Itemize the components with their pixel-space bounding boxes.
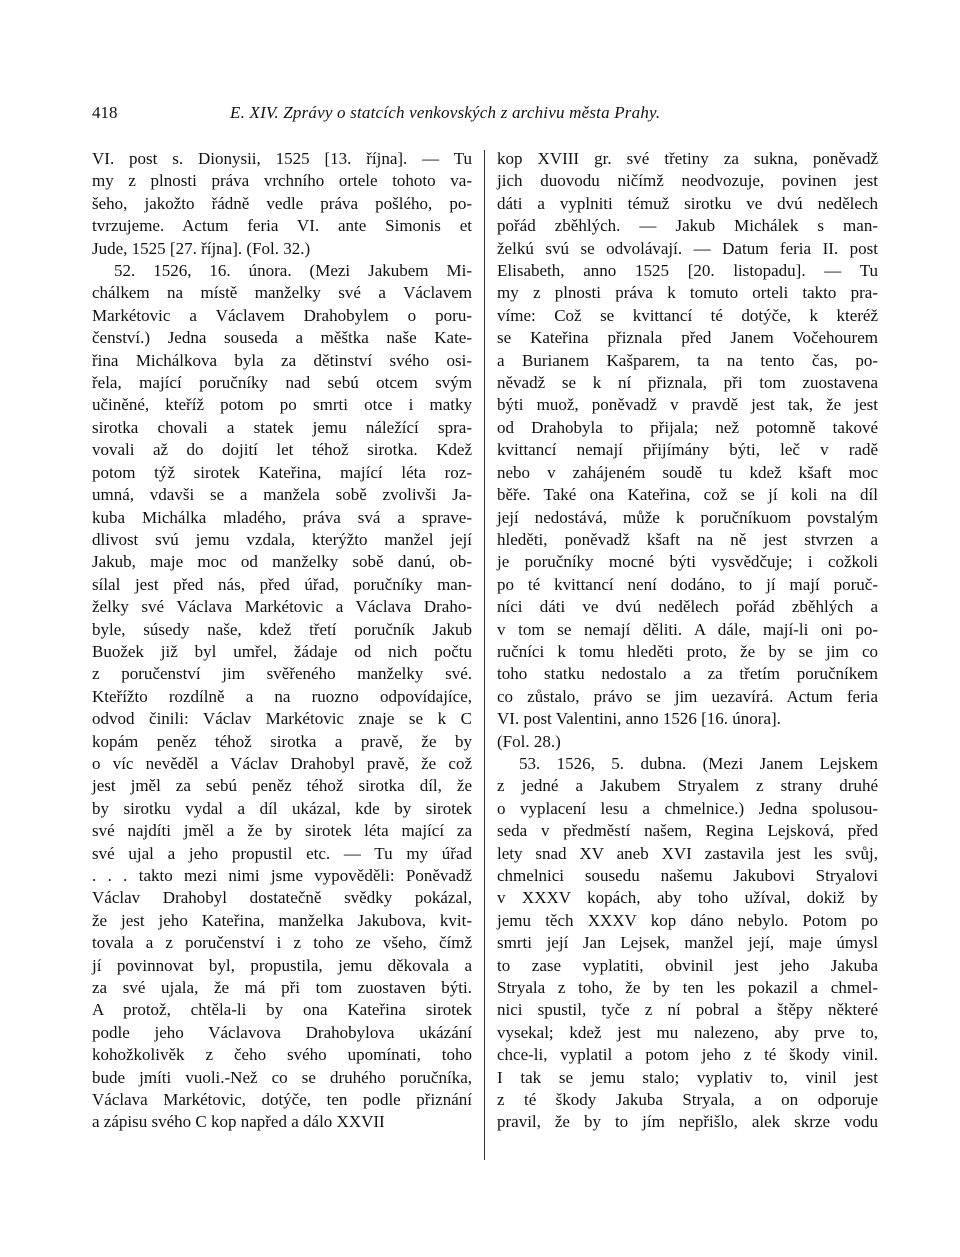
text-line: z jedné a Jakubem Stryalem z strany druhé xyxy=(497,776,878,796)
text-line: Václava Markétovic, dotýče, ten podle přiznání xyxy=(92,1090,472,1110)
text-line: z poručenství jim svěřeného manželky své. xyxy=(92,664,472,684)
text-line: své ujal a jeho propustil etc. — Tu my úřad xyxy=(92,843,472,863)
text-line: Kteřížto rozdílně a na ruozno odpovídajíce, xyxy=(92,686,472,706)
text-line: pravil, že by to jím nepřišlo, alek skrze vodu xyxy=(497,1112,878,1132)
text-line: co zůstalo, právo se jim uezavírá. Actum feria xyxy=(497,686,878,706)
text-line: kohožkolivěk z čeho svého upomínati, toho xyxy=(92,1045,472,1065)
text-line: z té škody Jakuba Stryala, a on odporuje xyxy=(497,1090,878,1110)
text-line: hleděti, poněvadž kšaft na ně jest stvrzen a xyxy=(497,529,878,549)
text-line: řela, mající poručníky nad sebú otcem svým xyxy=(92,373,472,393)
column-divider xyxy=(484,150,485,1160)
text-line: že jest jeho Kateřina, manželka Jakubova, kvit- xyxy=(92,910,472,930)
text-line: tvrzujeme. Actum feria VI. ante Simonis et xyxy=(92,216,472,236)
text-line: po té kvittancí není dodáno, to jí mají poruč- xyxy=(497,574,878,594)
text-line: čenství.) Jedna souseda a měštka naše Kate- xyxy=(92,328,472,348)
text-line: Jude, 1525 [27. října]. (Fol. 32.) xyxy=(92,238,311,258)
text-line: chmelnici sousedu našemu Jakubovi Stryalovi xyxy=(497,866,878,885)
text-line: dáti a vyplniti témuž sirotku ve dvú nedělech xyxy=(497,193,878,213)
text-line: její nedostává, může k poručníkuom povstalým xyxy=(497,507,878,527)
page-header xyxy=(92,101,872,125)
text-line: učiněné, kteříž potom po smrti otce i matky xyxy=(92,395,472,415)
text-line: vovali až do dojití let téhož sirotka. Kdež xyxy=(92,440,472,460)
text-line: Stryala z toho, že by ten les pokazil a chmel- xyxy=(497,978,878,998)
text-line: Jakub, maje moc od manželky sobě danú, ob- xyxy=(92,552,472,572)
text-line: A protož, chtěla-li by ona Kateřina sirotek xyxy=(92,1000,472,1020)
text-line: o vyplacení lesu a chmelnice.) Jedna spolusou- xyxy=(497,798,878,818)
text-line: . . . takto mezi nimi jsme vypověděli: Poněvadž xyxy=(92,866,472,885)
text-line: níci dáti ve dvú nedělech pořád zběhlých a xyxy=(497,597,878,617)
text-line: VI. post Valentini, anno 1526 [16. února]. xyxy=(497,709,781,729)
text-line: to zase vyplatiti, obvinil jest jeho Jakuba xyxy=(497,955,878,975)
text-line: kuba Michálka mladého, práva svá a sprave- xyxy=(92,507,472,527)
text-line: Buožek již byl umřel, žádaje od nich počtu xyxy=(92,641,472,661)
text-line: za své ujala, že má při tom zuostaven býti. xyxy=(92,978,472,998)
text-line: želky své Václava Markétovic a Václava Draho- xyxy=(92,597,472,617)
text-line: jest jměl za sebú peněz téhož sirotka díl, že xyxy=(92,776,472,796)
text-line: běře. Také ona Kateřina, což se jí koli na díl xyxy=(497,485,878,505)
text-line: své najdíti jměl a že by sirotek léta mající za xyxy=(92,821,472,841)
text-line: něvadž se k ní přiznala, při tom zuostavena xyxy=(497,373,878,393)
text-line: se Kateřina přiznala před Janem Vočehourem xyxy=(497,328,878,348)
page-number: 418 xyxy=(92,103,118,122)
text-line: ručníci k tomu hleděti proto, že by se jim co xyxy=(497,641,878,661)
text-line: v tom se nemají děliti. A dále, mají-li oni po- xyxy=(497,619,878,639)
text-line: podle jeho Václavova Drahobylova ukázání xyxy=(92,1022,472,1042)
text-line: 53. 1526, 5. dubna. (Mezi Janem Lejskem xyxy=(519,753,878,773)
running-head: E. XIV. Zprávy o statcích venkovských z archivu města Prahy. xyxy=(230,103,661,122)
right-column xyxy=(497,148,878,1134)
text-line: víme: Což se kvittancí té dotýče, k kteréž xyxy=(497,305,878,325)
text-line: v XXXV kopách, aby toho užíval, dokiž by xyxy=(497,888,878,908)
text-line: je poručníky mocné býti vysvědčuje; i cožkoli xyxy=(497,552,878,572)
text-line: jí povinnovat byl, propustila, jemu děkovala a xyxy=(92,955,472,975)
text-line: 52. 1526, 16. února. (Mezi Jakubem Mi- xyxy=(114,261,472,281)
text-line: my z plnosti práva k tomuto orteli takto pra- xyxy=(497,283,878,303)
text-line: VI. post s. Dionysii, 1525 [13. října]. — Tu xyxy=(92,149,472,168)
text-line: chálkem na místě manželky své a Václavem xyxy=(92,283,472,303)
text-line: byle, súsedy naše, kdež třetí poručník Jakub xyxy=(92,619,472,639)
text-line: chce-li, vyplatil a potom jeho z té škody vinil. xyxy=(497,1045,878,1065)
text-line: tovala a z poručenství i z toho ze všeho, čímž xyxy=(92,933,472,953)
text-line: řina Michálkova byla za dětinství svého osi- xyxy=(92,350,472,370)
text-line: smrti její Jan Lejsek, manžel její, maje úmysl xyxy=(497,933,878,953)
text-line: sirotka chovali a statek jemu náležící spra- xyxy=(92,417,472,437)
text-line: kopám peněz téhož sirotka a pravě, že by xyxy=(92,731,472,751)
text-line: sílal jest před nás, před úřad, poručníky man- xyxy=(92,574,472,594)
text-line: (Fol. 28.) xyxy=(497,731,561,751)
text-line: my z plnosti práva vrchního ortele tohoto va- xyxy=(92,171,472,191)
text-line: od Drahobyla to přijala; než potomně takové xyxy=(497,417,878,437)
text-line: a Burianem Kašparem, ta na tento čas, po- xyxy=(497,350,878,370)
text-line: seda v předměstí našem, Regina Lejsková, před xyxy=(497,821,878,841)
text-line: bude jmíti vuoli.-Než co se druhého poručníka, xyxy=(92,1067,472,1087)
text-line: Elisabeth, anno 1525 [20. listopadu]. — Tu xyxy=(497,261,878,281)
text-line: Václav Drahobyl dostatečně svědky pokázal, xyxy=(92,888,472,908)
text-line: nici spustil, tyče z ní pobral a štěpy některé xyxy=(497,1000,878,1020)
text-line: dlivost svú jemu vzdala, kterýžto manžel její xyxy=(92,529,472,549)
text-line: kop XVIII gr. své třetiny za sukna, poněvadž xyxy=(497,149,878,168)
text-line: I tak se jemu stalo; vyplativ to, vinil jest xyxy=(497,1067,878,1087)
text-line: potom týž sirotek Kateřina, mající léta roz- xyxy=(92,462,472,482)
text-line: šeho, jakožto řádně vedle práva pošlého, po- xyxy=(92,193,472,213)
text-line: o víc nevěděl a Václav Drahobyl pravě, že což xyxy=(92,753,472,773)
text-line: by sirotku vydal a díl ukázal, kde by sirotek xyxy=(92,798,472,818)
text-line: vysekal; kdež jest mu nalezeno, aby prve to, xyxy=(497,1022,878,1042)
text-line: jemu těch XXXV kop dáno nebylo. Potom po xyxy=(497,910,878,930)
text-line: Markétovic a Václavem Drahobylem o poru- xyxy=(92,305,472,325)
text-line: býti muož, poněvadž v pravdě jest tak, že jest xyxy=(497,395,878,415)
text-line: lety snad XV aneb XVI zastavila jest les svůj, xyxy=(497,843,878,863)
text-line: kvittancí nemají přijímány býti, leč v radě xyxy=(497,440,878,460)
text-line: a zápisu svého C kop napřed a dálo XXVII xyxy=(92,1112,385,1132)
text-line: želkú svú se odvolávají. — Datum feria II. post xyxy=(497,238,878,258)
text-line: jich duovodu ničímž neodvozuje, povinen jest xyxy=(497,171,878,191)
left-column xyxy=(92,148,472,1134)
text-line: toho statku nedostalo a za třetím poručníkem xyxy=(497,664,878,684)
text-line: pořád zběhlých. — Jakub Michálek s man- xyxy=(497,216,878,236)
text-line: odvod činili: Václav Markétovic znaje se k C xyxy=(92,709,472,729)
text-line: umná, vdavši se a manžela sobě zvolivši Ja- xyxy=(92,485,472,505)
text-line: nebo v zahájeném soudě tu kdež kšaft moc xyxy=(497,462,878,482)
